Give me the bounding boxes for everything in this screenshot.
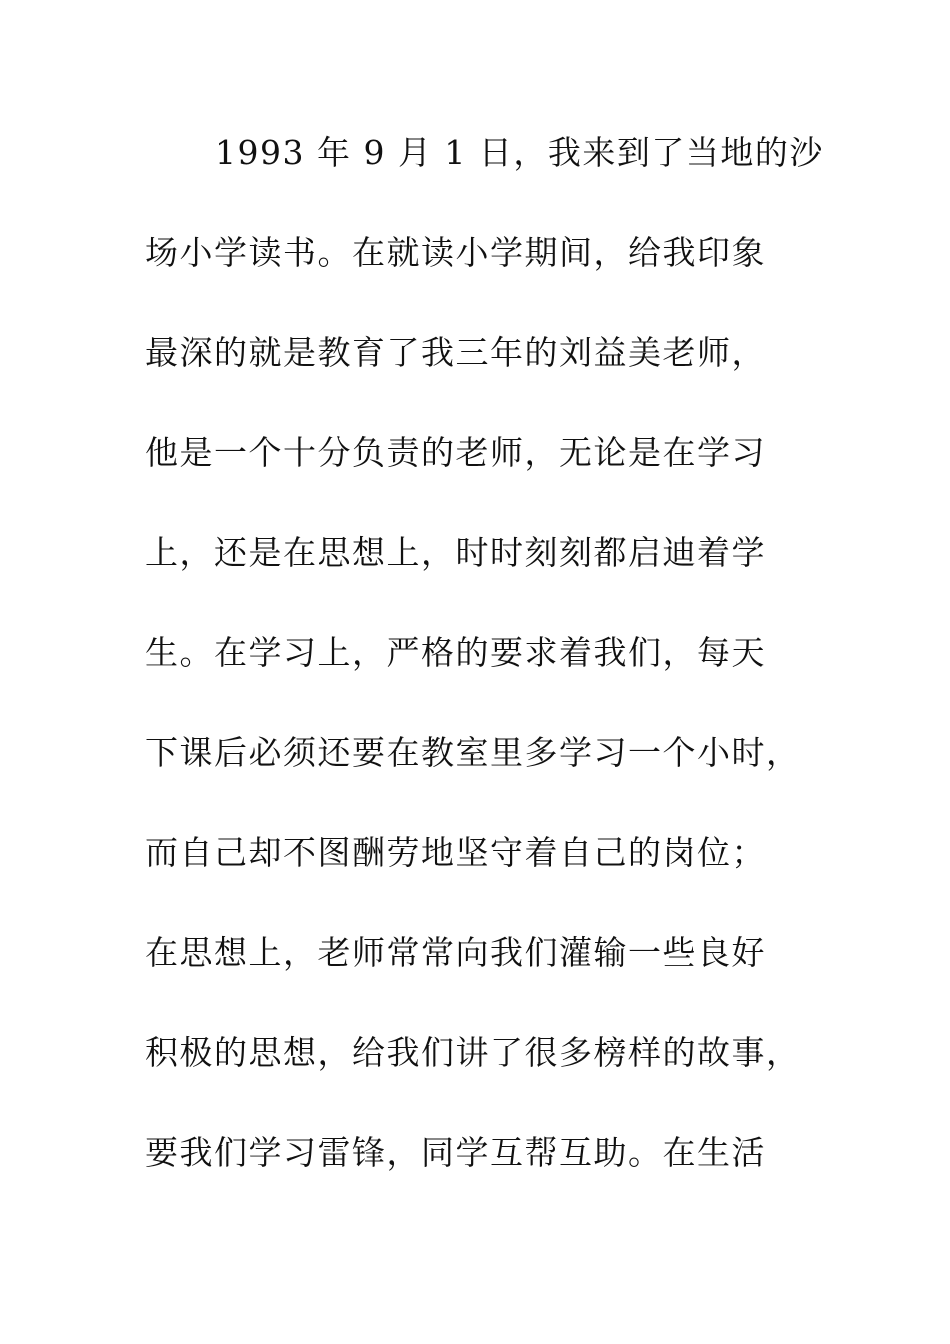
- text-line-9: 在思想上，老师常常向我们灌输一些良好: [145, 933, 766, 972]
- text-line-2: 场小学读书。在就读小学期间，给我印象: [145, 233, 766, 272]
- text-line-3: 最深的就是教育了我三年的刘益美老师，: [145, 333, 766, 372]
- text-line-7: 下课后必须还要在教室里多学习一个小时，: [145, 733, 801, 772]
- text-line-4: 他是一个十分负责的老师，无论是在学习: [145, 433, 766, 472]
- text-line-10: 积极的思想，给我们讲了很多榜样的故事，: [145, 1033, 801, 1072]
- text-line-1: 1993 年 9 月 1 日，我来到了当地的沙: [215, 133, 824, 172]
- text-line-6: 生。在学习上，严格的要求着我们，每天: [145, 633, 766, 672]
- text-line-8: 而自己却不图酬劳地坚守着自己的岗位；: [145, 833, 766, 872]
- body-paragraph: [145, 128, 824, 1228]
- text-line-11: 要我们学习雷锋，同学互帮互助。在生活: [145, 1133, 766, 1172]
- text-line-5: 上，还是在思想上，时时刻刻都启迪着学: [145, 533, 766, 572]
